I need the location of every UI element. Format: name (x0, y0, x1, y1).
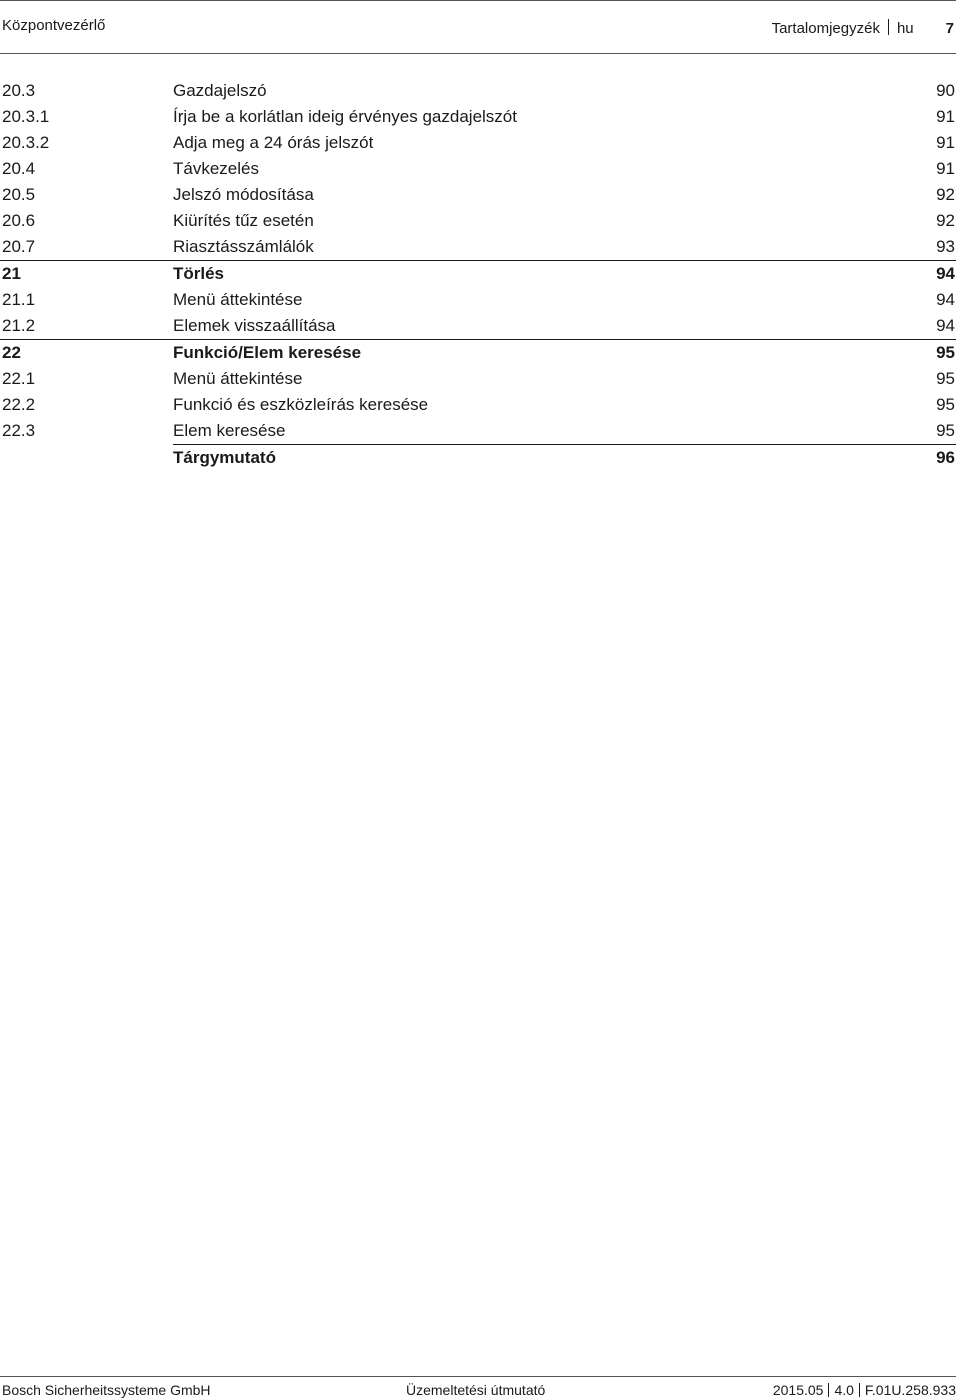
toc-entry[interactable] (0, 130, 956, 156)
toc-title: Írja be a korlátlan ideig érvényes gazdajelszót (173, 107, 517, 126)
page-footer (2, 1382, 956, 1400)
toc-number: 20.3.2 (2, 133, 50, 152)
toc-title: Riasztásszámlálók (173, 237, 314, 256)
section-title: Tartalomjegyzék (771, 20, 880, 37)
toc-number: 22.2 (2, 395, 36, 414)
toc-page: 95 (936, 369, 955, 388)
publication-date: 2015.05 (772, 1382, 824, 1398)
toc-title: Menü áttekintése (173, 290, 303, 309)
toc-chapter-entry[interactable] (0, 260, 956, 287)
header-rule (0, 53, 956, 54)
toc-entry[interactable] (0, 234, 956, 260)
page-number: 7 (945, 20, 954, 37)
company-name: Bosch Sicherheitssysteme GmbH (2, 1382, 211, 1398)
footer-right (773, 1382, 956, 1398)
toc-page: 93 (936, 237, 955, 256)
toc-title: Jelszó módosítása (173, 185, 314, 204)
toc-number: 21.2 (2, 316, 36, 335)
toc-page: 90 (936, 81, 955, 100)
toc-page: 92 (936, 185, 955, 204)
document-type: Üzemeltetési útmutató (406, 1382, 546, 1398)
toc-entry[interactable] (0, 182, 956, 208)
toc-title: Elemek visszaállítása (173, 316, 336, 335)
footer-separator (859, 1383, 860, 1397)
toc-number: 22 (2, 343, 21, 362)
toc-page: 95 (936, 343, 955, 362)
toc-title: Elem keresése (173, 421, 286, 440)
toc-page: 91 (936, 159, 955, 178)
header-right (772, 17, 954, 37)
toc-number: 20.6 (2, 211, 36, 230)
toc-page: 96 (936, 448, 955, 467)
toc-chapter-entry[interactable] (0, 339, 956, 366)
toc-entry[interactable] (0, 104, 956, 130)
toc-title: Gazdajelszó (173, 81, 267, 100)
toc-page: 94 (936, 316, 955, 335)
toc-title: Adja meg a 24 órás jelszót (173, 133, 374, 152)
toc-title: Funkció/Elem keresése (173, 343, 362, 362)
toc-entry[interactable] (0, 392, 956, 418)
toc-entry[interactable] (0, 78, 956, 104)
toc-title: Menü áttekintése (173, 369, 303, 388)
toc-entry[interactable] (0, 313, 956, 339)
toc-number: 20.4 (2, 159, 36, 178)
toc-number: 22.1 (2, 369, 36, 388)
toc-entry[interactable] (0, 418, 956, 444)
toc-entry[interactable] (0, 208, 956, 234)
toc-title: Kiürítés tűz esetén (173, 211, 314, 230)
toc-title: Funkció és eszközleírás keresése (173, 395, 429, 414)
doc-title: Központvezérlő (2, 17, 106, 34)
top-rule (0, 0, 956, 1)
header-separator (888, 19, 889, 35)
toc-page: 92 (936, 211, 955, 230)
toc-title: Törlés (173, 264, 225, 283)
language-code: hu (896, 20, 914, 37)
toc-page: 95 (936, 421, 955, 440)
footer-separator (828, 1383, 829, 1397)
version: 4.0 (834, 1382, 854, 1398)
page-header (2, 17, 954, 41)
toc-entry[interactable] (0, 366, 956, 392)
toc-number: 20.5 (2, 185, 36, 204)
toc-number: 21 (2, 264, 21, 283)
toc-number: 22.3 (2, 421, 36, 440)
toc-number: 21.1 (2, 290, 36, 309)
footer-rule (0, 1376, 956, 1377)
toc-page: 95 (936, 395, 955, 414)
document-id: F.01U.258.933 (864, 1382, 956, 1398)
toc-entry[interactable] (0, 156, 956, 182)
toc-page: 94 (936, 264, 955, 283)
toc-page: 94 (936, 290, 955, 309)
toc-number: 20.7 (2, 237, 36, 256)
toc-title: Távkezelés (173, 159, 259, 178)
toc-number: 20.3.1 (2, 107, 50, 126)
table-of-contents (0, 78, 956, 471)
toc-page: 91 (936, 107, 955, 126)
toc-title: Tárgymutató (173, 448, 276, 467)
toc-entry[interactable] (0, 287, 956, 313)
toc-page: 91 (936, 133, 955, 152)
toc-number: 20.3 (2, 81, 36, 100)
toc-chapter-entry[interactable] (0, 444, 956, 471)
